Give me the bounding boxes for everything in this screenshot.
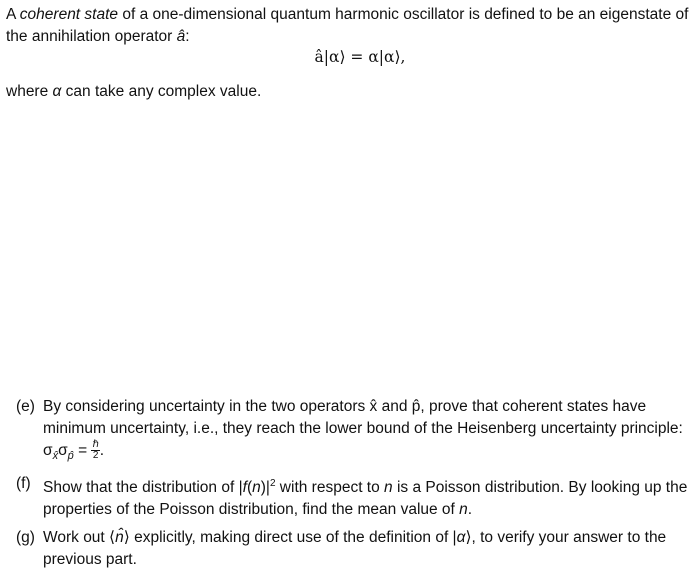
part-g-mid: ⟩ explicitly, making direct use of the definition of | — [123, 529, 457, 547]
intro-term: coherent state — [19, 6, 119, 23]
part-e-frac-den: 2 — [92, 450, 99, 462]
intro-operator: â — [176, 28, 186, 45]
intro-post: of a one-dimensional quantum harmonic oscillator is defined to be an eigenstate of the annihilation operator — [6, 6, 689, 45]
part-e-label: (e) — [16, 398, 35, 415]
part-f-label: (f) — [16, 475, 31, 493]
part-e-end: . — [99, 442, 105, 459]
part-g-text — [43, 527, 688, 571]
part-f-paren: ( — [246, 479, 253, 497]
part-e-eq: = — [73, 442, 92, 459]
part-g-pre: Work out ⟨ — [43, 529, 116, 547]
where-post: can take any complex value. — [61, 83, 262, 100]
part-f — [0, 473, 700, 521]
part-e-body: By considering uncertainty in the two operators x̂ and p̂, prove that coherent states have minimum uncertainty, i.e., they reach the lower bound of the Heisenberg uncertainty principle: σ — [43, 398, 683, 459]
part-f-pre: Show that the distribution of | — [43, 479, 243, 497]
intro-pre: A — [6, 6, 20, 23]
part-g — [0, 527, 700, 571]
part-f-text — [43, 473, 688, 521]
part-f-sup: 2 — [269, 478, 276, 490]
part-e-sub-p: p̂ — [67, 450, 74, 463]
intro-paragraph — [6, 4, 696, 48]
part-f-fn: f — [242, 479, 247, 497]
part-g-label: (g) — [16, 529, 35, 547]
part-e — [0, 396, 700, 467]
part-g-op: n̂ — [115, 529, 124, 547]
where-pre: where — [6, 83, 53, 100]
intro-end: : — [185, 28, 190, 45]
part-f-post1: )| — [260, 479, 270, 497]
part-e-frac-num: ℏ — [92, 439, 99, 451]
part-f-end: . — [467, 501, 473, 519]
eigenvalue-equation: â|α⟩ = α|α⟩, — [314, 48, 406, 66]
part-f-post2: with respect to — [275, 479, 385, 497]
part-e-sub-x: x̂ — [52, 450, 59, 463]
part-e-sigma: σ — [58, 442, 68, 459]
part-e-text — [43, 396, 688, 467]
part-g-post: ⟩, to verify your answer to the previous part. — [43, 529, 667, 569]
part-g-alpha: α — [456, 529, 466, 547]
where-line — [6, 81, 261, 103]
part-f-post3: is a Poisson distribution. By looking up the properties of the Poisson distribution, find the mean value of — [43, 479, 688, 519]
part-f-n2: n — [384, 479, 393, 497]
parts-list — [0, 396, 700, 577]
part-f-n3: n — [459, 501, 468, 519]
part-e-fraction — [91, 440, 99, 461]
where-symbol: α — [52, 83, 62, 100]
part-f-n: n — [252, 479, 261, 497]
